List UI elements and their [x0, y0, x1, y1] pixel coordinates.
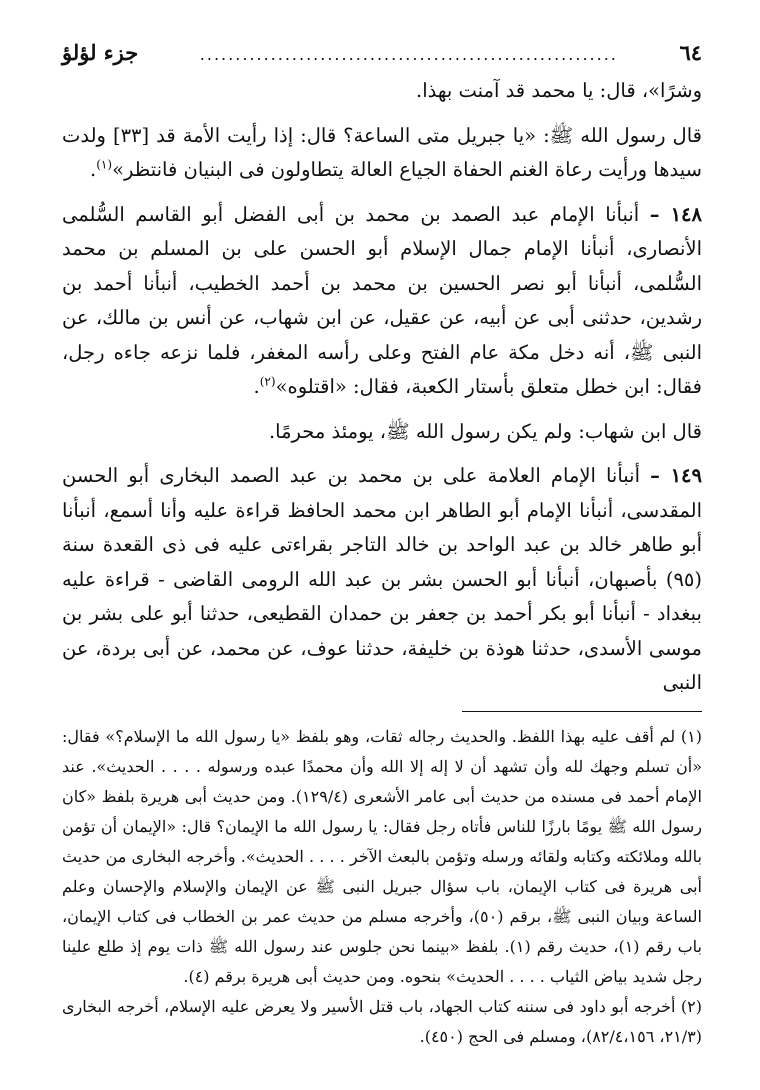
page-header: [62, 40, 702, 74]
running-title: جزء لؤلؤ: [62, 40, 139, 65]
paragraph-text: وشرًا»، قال: يا محمد قد آمنت بهذا.: [416, 79, 702, 102]
hadith-number: ١٤٩ –: [650, 464, 702, 487]
paragraph-jibril: [62, 119, 702, 188]
footnote-ref-2: (٢): [259, 374, 276, 389]
sentence-end: .: [253, 375, 260, 398]
header-leader-dots: ...........................................................: [199, 45, 618, 64]
footnote-2: (٢) أخرجه أبو داود فى سننه كتاب الجهاد، باب قتل الأسير ولا يعرض عليه الإسلام، أخرجه البخارى (٢١/٣، ٨٢/٤،١٥٦)، ومسلم فى الحج (٤٥٠).: [62, 996, 702, 1046]
paragraph-text: أنبأنا الإمام عبد الصمد بن محمد بن أبى الفضل أبو القاسم السُّلمى الأنصارى، أنبأنا الإمام جمال الإسلام أبو الحسن على بن المسلم بن محمد السُّلمى، أنبأنا أبو نصر الحسين بن محمد بن أحمد الخطيب، أنبأنا أحمد بن رشدين، حدثنى أبى عن أبيه، عن عقيل، عن ابن شهاب، عن أنس بن مالك، عن النبى ﷺ، أنه دخل مكة عام الفتح وعلى رأسه المغفر، فلما نزعه جاءه رجل، فقال: ابن خطل متعلق بأستار الكعبة، فقال: «اقتلوه»: [62, 202, 702, 398]
hadith-number: ١٤٨ –: [649, 202, 702, 226]
paragraph-text: أنبأنا الإمام العلامة على بن محمد بن عبد الصمد البخارى أبو الحسن المقدسى، أنبأنا الإمام أبو الطاهر ابن محمد الحافظ قراءة عليه وأنا أسمع، أنبأنا أبو طاهر خالد بن عبد الواحد بن خالد التاجر بقراءتى عليه فى ذى القعدة سنة (٩٥) بأصبهان، أنبأنا أبو الحسن بشر بن عبد الله الرومى القاضى - قراءة عليه ببغداد - أنبأنا أبو بكر أحمد بن جعفر بن حمدان القطيعى، حدثنا أبو على بشر بن موسى الأسدى، حدثنا هوذة بن خليفة، حدثنا عوف، عن محمد، عن أبى بردة، عن النبى: [62, 464, 702, 694]
main-text: [62, 74, 702, 701]
hadith-149: [62, 459, 702, 701]
paragraph-text: قال رسول الله ﷺ: «يا جبريل متى الساعة؟ قال: إذا رأيت الأمة قد [٣٣] ولدت سيدها ورأيت رعاة الغنم الحفاة الجياع العالة يتطاولون فى البنيان فانتظر»: [62, 123, 702, 181]
footnotes: [62, 722, 702, 1052]
paragraph-text: قال ابن شهاب: ولم يكن رسول الله ﷺ، يومئذ محرمًا.: [268, 419, 702, 443]
hadith-148: [62, 198, 702, 405]
footnote-divider: [462, 711, 702, 712]
paragraph-ibn-shihab: [62, 415, 702, 450]
footnote-ref-1: (١): [96, 157, 113, 172]
sentence-end: .: [90, 158, 97, 181]
page-number: ٦٤: [679, 40, 702, 65]
paragraph-continuation: [62, 74, 702, 109]
footnote-1: (١) لم أقف عليه بهذا اللفظ. والحديث رجاله ثقات، وهو بلفظ «يا رسول الله ما الإسلام؟» فقال: «أن تسلم وجهك لله وأن تشهد أن لا إله إلا الله وأن محمدًا عبده ورسوله . . . . الحديث». عند الإمام أحمد فى مسنده من حديث أبى عامر الأشعرى (١٢٩/٤). ومن حديث أبى هريرة بلفظ «كان رسول الله ﷺ يومًا بارزًا للناس فأتاه رجل فقال: يا رسول الله ما الإيمان؟ قال: «الإيمان أن تؤمن بالله وملائكته وكتابه ولقائه ورسله وتؤمن بالبعث الآخر . . . . الحديث». وأخرجه البخارى من حديث أبى هريرة فى كتاب الإيمان، باب سؤال جبريل النبى ﷺ عن الإيمان والإسلام والإحسان وعلم الساعة وبيان النبى ﷺ، برقم (٥٠)، وأخرجه مسلم من حديث عمر بن الخطاب فى كتاب الإيمان، باب رقم (١)، حديث رقم (١). بلفظ «بينما نحن جلوس عند رسول الله ﷺ ذات يوم إذ طلع علينا رجل شديد بياض الثياب . . . . الحديث» بنحوه. ومن حديث أبى هريرة برقم (٤).: [62, 726, 703, 986]
